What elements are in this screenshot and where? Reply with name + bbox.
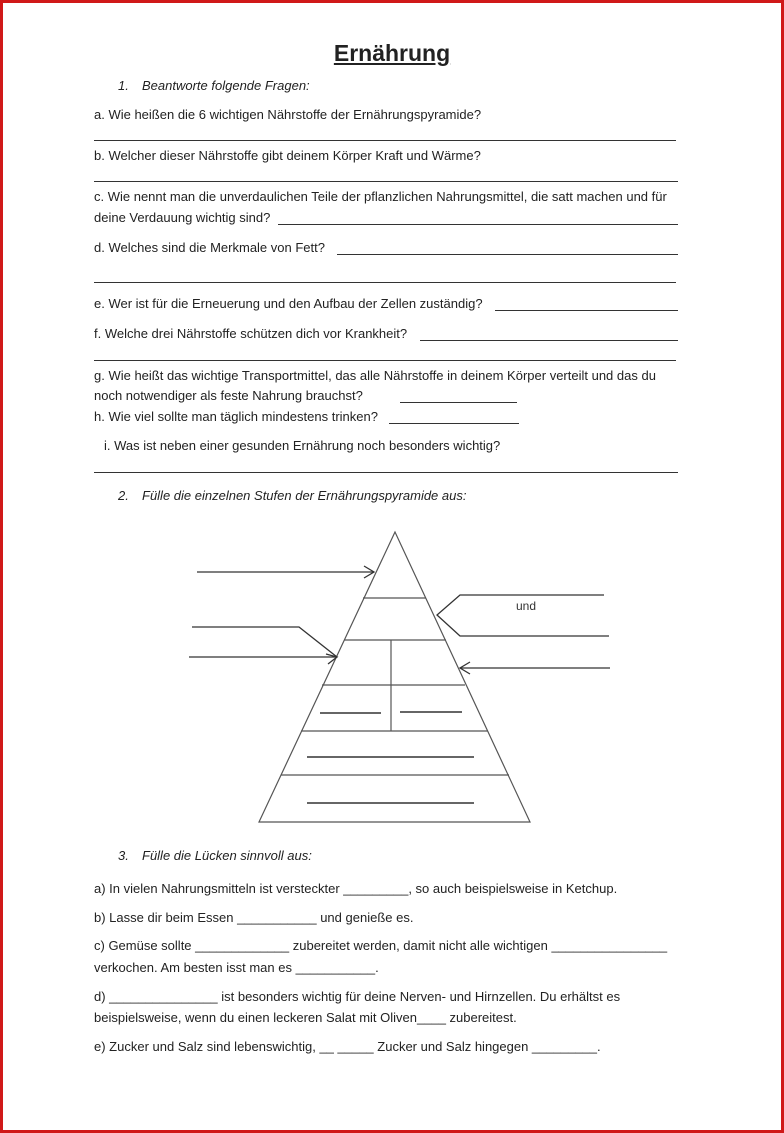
section-1-number: 1.	[118, 78, 129, 93]
section-1-title: Beantworte folgende Fragen:	[142, 78, 310, 93]
section-2-title: Fülle die einzelnen Stufen der Ernährungspyramide aus:	[142, 488, 467, 503]
question-c-line1: c. Wie nennt man die unverdaulichen Teile der pflanzlichen Nahrungsmittel, die satt machen und für	[94, 189, 667, 204]
question-a: a. Wie heißen die 6 wichtigen Nährstoffe der Ernährungspyramide?	[94, 107, 482, 122]
question-b: b. Welcher dieser Nährstoffe gibt deinem Körper Kraft und Wärme?	[94, 148, 481, 163]
section-3-heading	[118, 848, 312, 864]
question-d: d. Welches sind die Merkmale von Fett?	[94, 240, 325, 255]
gap-sentence-d-line2: beispielsweise, wenn du einen leckeren Salat mit Oliven____ zubereitest.	[94, 1010, 517, 1025]
gap-sentence-d-line1: d) _______________ ist besonders wichtig für deine Nerven- und Hirnzellen. Du erhältst es	[94, 989, 621, 1004]
section-3-number: 3.	[118, 848, 129, 863]
gap-sentence-e: e) Zucker und Salz sind lebenswichtig, __ _____ Zucker und Salz hingegen _________.	[94, 1039, 601, 1054]
gap-sentence-c-line2: verkochen. Am besten isst man es ___________.	[94, 960, 379, 975]
pyramid-label-und: und	[516, 599, 537, 613]
arrow-top-left	[197, 566, 374, 578]
arrow-middle-left	[189, 627, 337, 664]
question-g-line1: g. Wie heißt das wichtige Transportmittel, das alle Nährstoffe in deinem Körper verteilt und das du	[94, 368, 656, 383]
question-e: e. Wer ist für die Erneuerung und den Aufbau der Zellen zuständig?	[94, 296, 483, 311]
question-g-line2: noch notwendiger als feste Nahrung brauchst?	[94, 388, 363, 403]
gap-sentence-a: a) In vielen Nahrungsmitteln ist versteckter _________, so auch beispielsweise in Ketchup.	[94, 881, 618, 896]
question-c-line2: deine Verdauung wichtig sind?	[94, 210, 271, 225]
question-f: f. Welche drei Nährstoffe schützen dich vor Krankheit?	[94, 326, 408, 341]
page-title: Ernährung	[333, 40, 451, 66]
question-h: h. Wie viel sollte man täglich mindestens trinken?	[94, 409, 378, 424]
gap-sentence-c-line1: c) Gemüse sollte _____________ zubereitet werden, damit nicht alle wichtigen ________________	[94, 938, 668, 953]
pyramid-outline	[259, 532, 530, 822]
section-2-number: 2.	[118, 488, 129, 503]
arrow-right-lower	[460, 662, 610, 674]
gap-sentence-b: b) Lasse dir beim Essen ___________ und genieße es.	[94, 910, 414, 925]
section-3-title: Fülle die Lücken sinnvoll aus:	[142, 848, 312, 863]
question-i: i. Was ist neben einer gesunden Ernährung noch besonders wichtig?	[104, 438, 501, 453]
